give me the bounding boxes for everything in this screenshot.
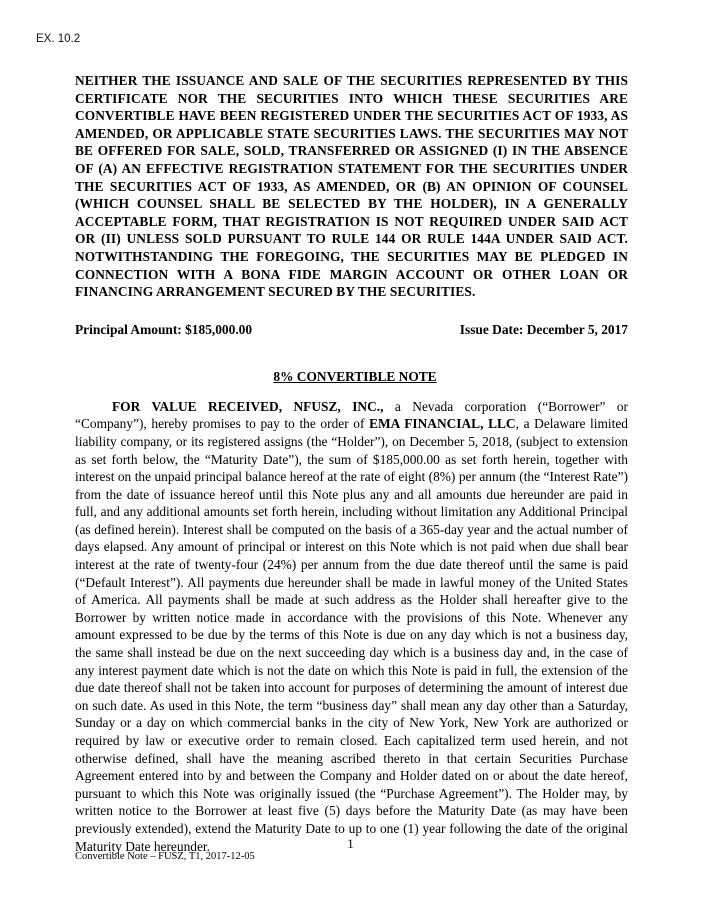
note-title-wrap bbox=[75, 369, 628, 385]
note-body-paragraph: FOR VALUE RECEIVED, NFUSZ, INC., a Nevada corporation (“Borrower” or “Company”), hereby promises to pay to the order of EMA FINANCIAL, LLC, a Delaware limited liability company, or its registered assigns (the “Holder”), on December 5, 2018, (subject to extension as set forth below, the “Maturity Date”), the sum of $185,000.00 as set forth herein, together with interest on the unpaid principal balance hereof at the rate of eight (8%) per annum (the “Interest Rate”) from the date of issuance hereof until this Note plus any and all amounts due hereunder are paid in full, and any additional amounts set forth herein, including without limitation any Additional Principal (as defined herein). Interest shall be computed on the basis of a 365-day year and the actual number of days elapsed. Any amount of principal or interest on this Note which is not paid when due shall bear interest at the rate of twenty-four (24%) per annum from the due date thereof until the same is paid (“Default Interest”). All payments due hereunder shall be made in lawful money of the United States of America. All payments shall be made at such address as the Holder shall hereafter give to the Borrower by written notice made in accordance with the provisions of this Note. Whenever any amount expressed to be due by the terms of this Note is due on any day which is not a business day, the same shall instead be due on the next succeeding day which is a business day and, in the case of any interest payment date which is not the date on which this Note is paid in full, the extension of the due date thereof shall not be taken into account for purposes of determining the amount of interest due on such date. As used in this Note, the term “business day” shall mean any day other than a Saturday, Sunday or a day on which commercial banks in the city of New York, New York are authorized or required by law or executive order to remain closed. Each capitalized term used herein, and not otherwise defined, shall have the meaning ascribed thereto in that certain Securities Purchase Agreement entered into by and between the Company and Holder dated on or about the date hereof, pursuant to which this Note was originally issued (the “Purchase Agreement”). The Holder may, by written notice to the Borrower at least five (5) days before the Maturity Date (as may have been previously extended), extend the Maturity Date to up to one (1) year following the date of the original Maturity Date hereunder. bbox=[75, 398, 629, 854]
amounts-row bbox=[75, 322, 628, 338]
page-number: 1 bbox=[347, 836, 354, 851]
footer-document-id: Convertible Note – FUSZ, T1, 2017-12-05 bbox=[75, 851, 255, 862]
principal-amount: Principal Amount: $185,000.00 bbox=[75, 321, 253, 337]
document-content bbox=[75, 0, 628, 869]
issue-date: Issue Date: December 5, 2017 bbox=[459, 321, 628, 337]
exhibit-number: EX. 10.2 bbox=[36, 33, 81, 45]
securities-legend-paragraph: NEITHER THE ISSUANCE AND SALE OF THE SECURITIES REPRESENTED BY THIS CERTIFICATE NOR THE SECURITIES INTO WHICH THESE SECURITIES ARE CONVERTIBLE HAVE BEEN REGISTERED UNDER THE SECURITIES ACT OF 1933, AS AMENDED, OR APPLICABLE STATE SECURITIES LAWS. THE SECURITIES MAY NOT BE OFFERED FOR SALE, SOLD, TRANSFERRED OR ASSIGNED (I) IN THE ABSENCE OF (A) AN EFFECTIVE REGISTRATION STATEMENT FOR THE SECURITIES UNDER THE SECURITIES ACT OF 1933, AS AMENDED, OR (B) AN OPINION OF COUNSEL (WHICH COUNSEL SHALL BE SELECTED BY THE HOLDER), IN A GENERALLY ACCEPTABLE FORM, THAT REGISTRATION IS NOT REQUIRED UNDER SAID ACT OR (II) UNLESS SOLD PURSUANT TO RULE 144 OR RULE 144A UNDER SAID ACT. NOTWITHSTANDING THE FOREGOING, THE SECURITIES MAY BE PLEDGED IN CONNECTION WITH A BONA FIDE MARGIN ACCOUNT OR OTHER LOAN OR FINANCING ARRANGEMENT SECURED BY THE SECURITIES. bbox=[75, 73, 628, 300]
note-title: 8% CONVERTIBLE NOTE bbox=[273, 368, 437, 384]
